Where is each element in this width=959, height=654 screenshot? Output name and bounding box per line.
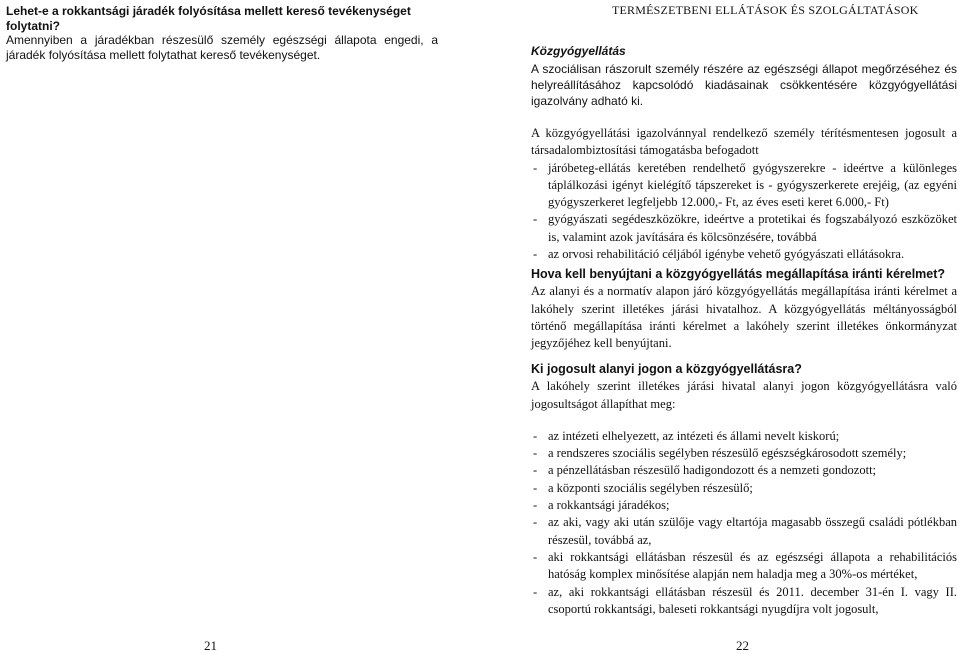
list-item: - a pénzellátásban részesülő hadigondozott és a nemzeti gondozott; — [531, 462, 957, 479]
where-to-apply-question: Hova kell benyújtani a közgyógyellátás megállapítása iránti kérelmet? — [531, 267, 946, 281]
list-item: - az orvosi rehabilitáció céljából igénybe vehető gyógyászati ellátásokra. — [531, 246, 957, 263]
list-item: - gyógyászati segédeszközökre, ideértve a protetikai és fogszabályozó eszközöket is, valamint azok javítására és kölcsönzésére, továbbá — [531, 211, 957, 246]
list-item: - járóbeteg-ellátás keretében rendelhető gyógyszerekre - ideértve a különleges táplálkozási igényt kielégítő tápszereket is - gyógyszerkerete erejéig, (az egyéni gyógyszerkeret legfeljebb 12.000,- Ft, az éves eseti keret 6.000,- Ft) — [531, 160, 957, 212]
who-is-entitled-answer: A lakóhely szerint illetékes járási hivatal alanyi jogon közgyógyellátásra való jogosultságot állapíthat meg: — [531, 379, 957, 411]
left-page — [6, 4, 438, 62]
page-number-left: 21 — [204, 638, 217, 653]
list-item: - a rokkantsági járadékos; — [531, 497, 957, 514]
who-is-entitled-section — [531, 361, 957, 618]
entitlement-list — [531, 160, 957, 264]
list-item: - az intézeti elhelyezett, az intézeti és állami nevelt kiskorú; — [531, 428, 957, 445]
who-is-entitled-question: Ki jogosult alanyi jogon a közgyógyellátásra? — [531, 362, 802, 376]
who-is-entitled-list — [531, 428, 957, 618]
intro-paragraph: A szociálisan rászorult személy részére az egészségi állapot megőrzéséhez és helyreállításához kapcsolódó kiadásainak csökkentésére közgyógyellátási igazolvány adható ki. — [531, 62, 957, 108]
left-page-body: Amennyiben a járadékban részesülő személy egészségi állapota engedi, a járadék folyósítása mellett folytathat kereső tevékenységet. — [6, 33, 438, 62]
left-page-heading: Lehet-e a rokkantsági járadék folyósítása mellett kereső tevékenységet folytatni? — [6, 4, 411, 33]
list-item: - aki rokkantsági ellátásban részesül és az egészségi állapota a rehabilitációs hatóság komplex minősítése alapján nem haladja meg a 30%-os mértéket, — [531, 549, 957, 584]
section-title: TERMÉSZETBENI ELLÁTÁSOK ÉS SZOLGÁLTATÁSOK — [612, 3, 919, 17]
where-to-apply-section — [531, 266, 957, 352]
list-item: - a központi szociális segélyben részesülő; — [531, 480, 957, 497]
list-item: - az, aki rokkantsági ellátásban részesül és 2011. december 31-én I. vagy II. csoportú rokkantsági, baleseti rokkantsági nyugdíjra volt jogosult, — [531, 584, 957, 619]
entitlement-section — [531, 125, 957, 263]
page-number-right: 22 — [736, 638, 749, 653]
list-item: - a rendszeres szociális segélyben részesülő egészségkárosodott személy; — [531, 445, 957, 462]
entitlement-lead: A közgyógyellátási igazolvánnyal rendelkező személy térítésmentesen jogosult a társadalombiztosítási támogatásba befogadott — [531, 126, 957, 158]
list-item: - az aki, vagy aki után szülője vagy eltartója magasabb összegű családi pótlékban részesül, továbbá az, — [531, 514, 957, 549]
where-to-apply-answer: Az alanyi és a normatív alapon járó közgyógyellátás megállapítása iránti kérelmet a lakóhely szerint illetékes járási hivatalhoz. A közgyógyellátás méltányosságból történő megállapítása iránti kérelmet a lakóhely szerint illetékes önkormányzat jegyzőjéhez kell benyújtani. — [531, 284, 957, 351]
sub-heading: Közgyógyellátás — [531, 44, 626, 58]
